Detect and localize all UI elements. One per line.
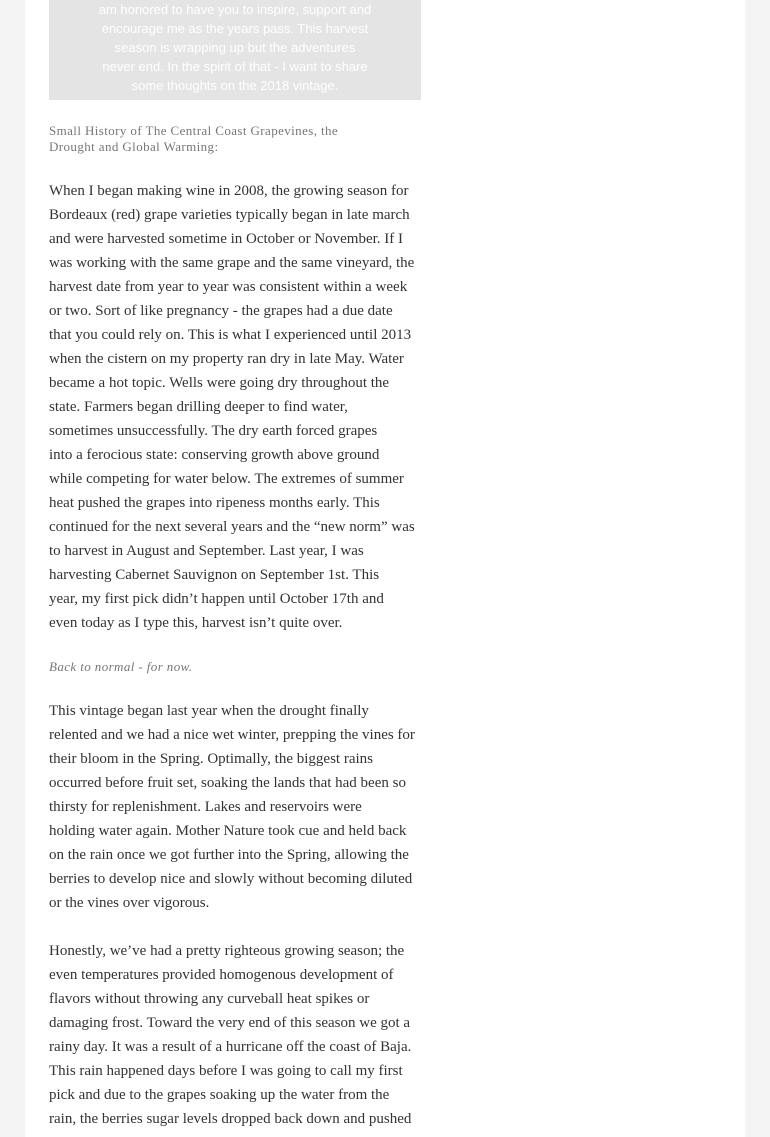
section-heading <box>49 123 421 155</box>
paragraph-line: state. Farmers began drilling deeper to find water, <box>49 399 348 415</box>
paragraph-line: their bloom in the Spring. Optimally, the biggest rains <box>49 751 373 767</box>
callout-box <box>49 0 421 100</box>
callout-line: season is wrapping up but the adventures <box>114 40 356 55</box>
paragraph-line: relented and we had a nice wet winter, prepping the vines for <box>49 727 415 743</box>
paragraph-line: This vintage began last year when the drought finally <box>49 703 369 719</box>
paragraph-line: occurred before fruit set, soaking the lands that had been so <box>49 775 406 791</box>
paragraph-line: thirsty for replenishment. Lakes and reservoirs were <box>49 799 362 815</box>
paragraph-line: continued for the next several years and the “new norm” was <box>49 519 415 535</box>
paragraph-line: into a ferocious state: conserving growth above ground <box>49 447 380 463</box>
paragraph-line: to harvest in August and September. Last year, I was <box>49 543 364 559</box>
paragraph-line: even temperatures provided homogenous development of <box>49 967 394 983</box>
paragraph-line: while competing for water below. The extremes of summer <box>49 471 404 487</box>
callout-line: some thoughts on the 2018 vintage. <box>131 78 339 93</box>
paragraph-line: heat pushed the grapes into ripeness months early. This <box>49 495 380 511</box>
paragraph-line: that you could rely on. This is what I experienced until 2013 <box>49 327 412 343</box>
paragraph-line: on the rain once we got further into the Spring, allowing the <box>49 847 409 863</box>
paragraph-line: Bordeaux (red) grape varieties typically began in late march <box>49 207 410 223</box>
callout-line: encourage me as the years pass. This harvest <box>101 21 369 36</box>
paragraph-vintage <box>49 699 421 915</box>
paragraph-line: rain, the berries sugar levels dropped back down and pushed <box>49 1111 412 1127</box>
paragraph-line: when the cistern on my property ran dry in late May. Water <box>49 351 404 367</box>
paragraph-line: or two. Sort of like pregnancy - the grapes had a due date <box>49 303 393 319</box>
section-heading-line: Small History of The Central Coast Grapevines, the <box>49 123 339 138</box>
paragraph-line: sometimes unsuccessfully. The dry earth forced grapes <box>49 423 378 439</box>
paragraph-history <box>49 179 421 635</box>
paragraph-line: flavors without throwing any curveball heat spikes or <box>49 991 370 1007</box>
paragraph-line: year, my first pick didn’t happen until October 17th and <box>49 591 384 607</box>
paragraph-line: This rain happened days before I was going to call my first <box>49 1063 403 1079</box>
paragraph-line: berries to develop nice and slowly without becoming diluted <box>49 871 413 887</box>
paragraph-line: rainy day. It was a result of a hurricane off the coast of Baja. <box>49 1039 412 1055</box>
callout-line: never end. In the spirit of that - I want to share <box>102 59 368 74</box>
italic-heading: Back to normal - for now. <box>49 659 193 674</box>
paragraph-line: holding water again. Mother Nature took cue and held back <box>49 823 407 839</box>
paragraph-line: became a hot topic. Wells were going dry throughout the <box>49 375 390 391</box>
paragraph-line: harvesting Cabernet Sauvignon on September 1st. This <box>49 567 380 583</box>
paragraph-line: When I began making wine in 2008, the growing season for <box>49 183 409 199</box>
paragraph-growing-season <box>49 939 421 1131</box>
callout-text <box>93 0 377 95</box>
paragraph-line: even today as I type this, harvest isn’t quite over. <box>49 615 343 631</box>
paragraph-line: and were harvested sometime in October or November. If I <box>49 231 404 247</box>
paragraph-line: Honestly, we’ve had a pretty righteous growing season; the <box>49 943 405 959</box>
paragraph-line: harvest date from year to year was consistent within a week <box>49 279 408 295</box>
paragraph-line: was working with the same grape and the same vineyard, the <box>49 255 415 271</box>
page-container <box>25 0 745 1137</box>
paragraph-line: damaging frost. Toward the very end of this season we got a <box>49 1015 411 1031</box>
paragraph-line: or the vines over vigorous. <box>49 895 210 911</box>
section-heading-line: Drought and Global Warming: <box>49 139 219 154</box>
paragraph-line: pick and due to the grapes soaking up the water from the <box>49 1087 390 1103</box>
callout-line: am honored to have you to inspire, support and <box>98 2 372 17</box>
